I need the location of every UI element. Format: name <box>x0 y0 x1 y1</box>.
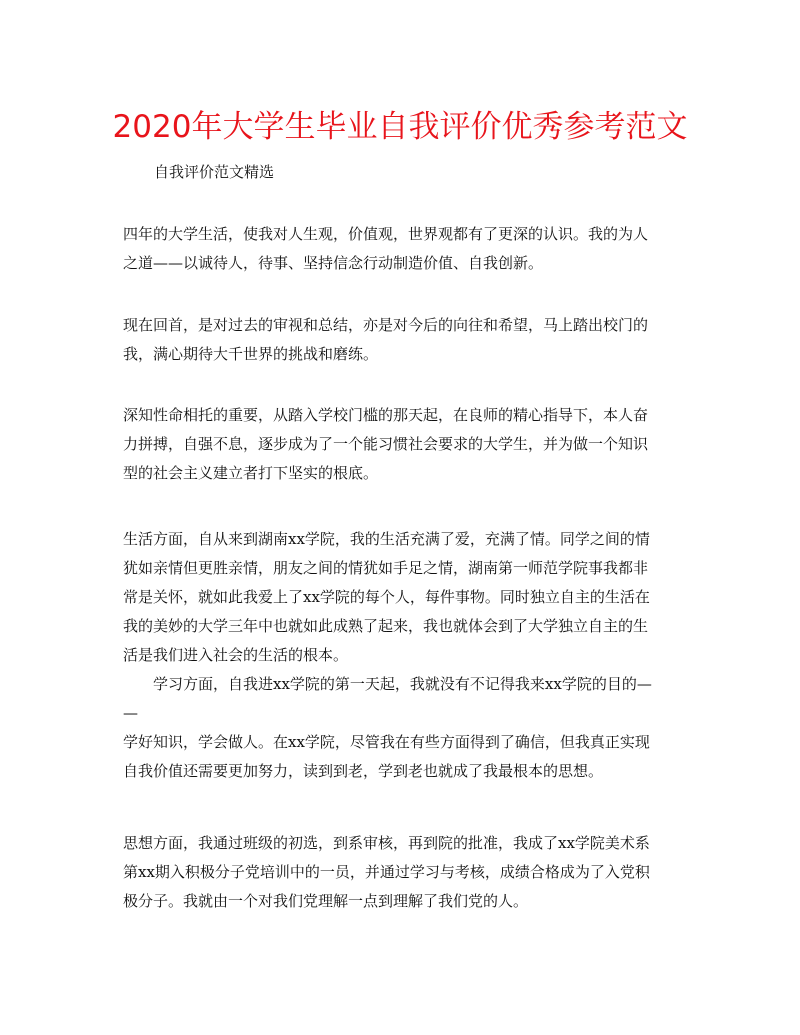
paragraph-1 <box>123 220 683 278</box>
paragraph-line: 自我价值还需要更加努力，读到到老，学到老也就成了我最根本的思想。 <box>123 762 604 780</box>
document-title: 2020年大学生毕业自我评价优秀参考范文 <box>112 109 688 145</box>
paragraph-line: 犹如亲情但更胜亲情，朋友之间的情犹如手足之情，湖南第一师范学院事我都非 <box>123 559 649 577</box>
paragraph-line: — <box>123 704 138 722</box>
paragraph-line: 型的社会主义建立者打下坚实的根底。 <box>123 464 379 482</box>
paragraph-line: 学好知识，学会做人。在xx学院，尽管我在有些方面得到了确信，但我真正实现 <box>123 733 650 751</box>
paragraph-2 <box>123 311 683 369</box>
paragraph-line: 我，满心期待大千世界的挑战和磨练。 <box>123 345 379 363</box>
paragraph-line: 我的美妙的大学三年中也就如此成熟了起来，我也就体会到了大学独立自主的生 <box>123 617 649 635</box>
paragraph-line: 生活方面，自从来到湖南xx学院，我的生活充满了爱，充满了情。同学之间的情 <box>123 530 650 548</box>
paragraph-line: 思想方面，我通过班级的初选，到系审核，再到院的批准，我成了xx学院美术系 <box>123 834 650 852</box>
paragraph-line: 之道——以诚待人，待事、坚持信念行动制造价值、自我创新。 <box>123 254 544 272</box>
paragraph-3 <box>123 401 683 488</box>
paragraph-line: 活是我们进入社会的生活的根本。 <box>123 646 349 664</box>
paragraph-line: 极分子。我就由一个对我们党理解一点到理解了我们党的人。 <box>123 892 529 910</box>
paragraph-line: 四年的大学生活，使我对人生观，价值观，世界观都有了更深的认识。我的为人 <box>123 225 649 243</box>
paragraph-line: 现在回首，是对过去的审视和总结，亦是对今后的向往和希望，马上踏出校门的 <box>123 316 649 334</box>
paragraph-5 <box>123 829 683 916</box>
paragraph-line: 常是关怀，就如此我爱上了xx学院的每个人，每件事物。同时独立自主的生活在 <box>123 588 650 606</box>
paragraph-line: 学习方面，自我进xx学院的第一天起，我就没有不记得我来xx学院的目的— <box>123 675 652 693</box>
paragraph-4 <box>123 525 683 786</box>
paragraph-line: 深知性命相托的重要，从踏入学校门槛的那天起，在良师的精心指导下，本人奋 <box>123 406 649 424</box>
document-subtitle: 自我评价范文精选 <box>154 163 275 181</box>
paragraph-line: 力拼搏，自强不息，逐步成为了一个能习惯社会要求的大学生，并为做一个知识 <box>123 435 649 453</box>
paragraph-line: 第xx期入积极分子党培训中的一员，并通过学习与考核，成绩合格成为了入党积 <box>123 863 650 881</box>
